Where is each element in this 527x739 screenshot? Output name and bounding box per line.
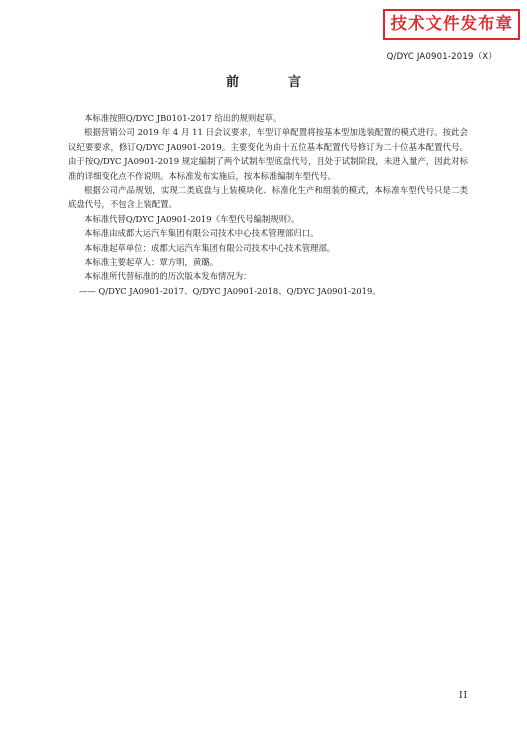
paragraph-drafting-unit: 本标准起草单位：成都大运汽车集团有限公司技术中心技术管理部。	[84, 242, 336, 253]
page-title: 前 言	[225, 75, 319, 90]
paragraph-history-list: —— Q/DYC JA0901-2017、Q/DYC JA0901-2018、Q/DYC JA0901-2019。	[79, 285, 381, 296]
paragraph-responsible-dept: 本标准由成都大运汽车集团有限公司技术中心技术管理部归口。	[84, 228, 319, 239]
document-number: Q/DYC JA0901-2019（X）	[386, 52, 497, 62]
paragraph-replaces: 本标准代替Q/DYC JA0901-2019《车型代号编制规则》。	[84, 213, 300, 224]
foreword-body	[68, 111, 468, 298]
page-number: II	[459, 691, 469, 701]
paragraph-product-planning: 根据公司产品规划，实现二类底盘与上装模块化、标准化生产和组装的模式，本标准车型代号只是二类底盘代号，不包含上装配置。	[68, 185, 468, 210]
release-stamp: 技术文件发布章	[383, 9, 521, 40]
paragraph-drafters: 本标准主要起草人：覃方明，黄璐。	[84, 257, 218, 268]
paragraph-revision-reason: 根据营销公司 2019 年 4 月 11 日会议要求，车型订单配置将按基本型加选装配置的模式进行。按此会议纪要要求，修订Q/DYC JA0901-2019。主要变化为由十五位基本配置代号修订为二十位基本配置代号。由于按Q/DYC JA0901-2019 规定编制了两个试制车型底盘代号，且处于试制阶段，未进入量产，因此对标准的详细变化点不作说明。本标准发布实施后，按本标准编制车型代号。	[68, 127, 468, 181]
paragraph-history-intro: 本标准所代替标准的的历次版本发布情况为：	[84, 271, 252, 282]
paragraph-drafting-rules: 本标准按照Q/DYC JB0101-2017 给出的规则起草。	[84, 113, 282, 123]
